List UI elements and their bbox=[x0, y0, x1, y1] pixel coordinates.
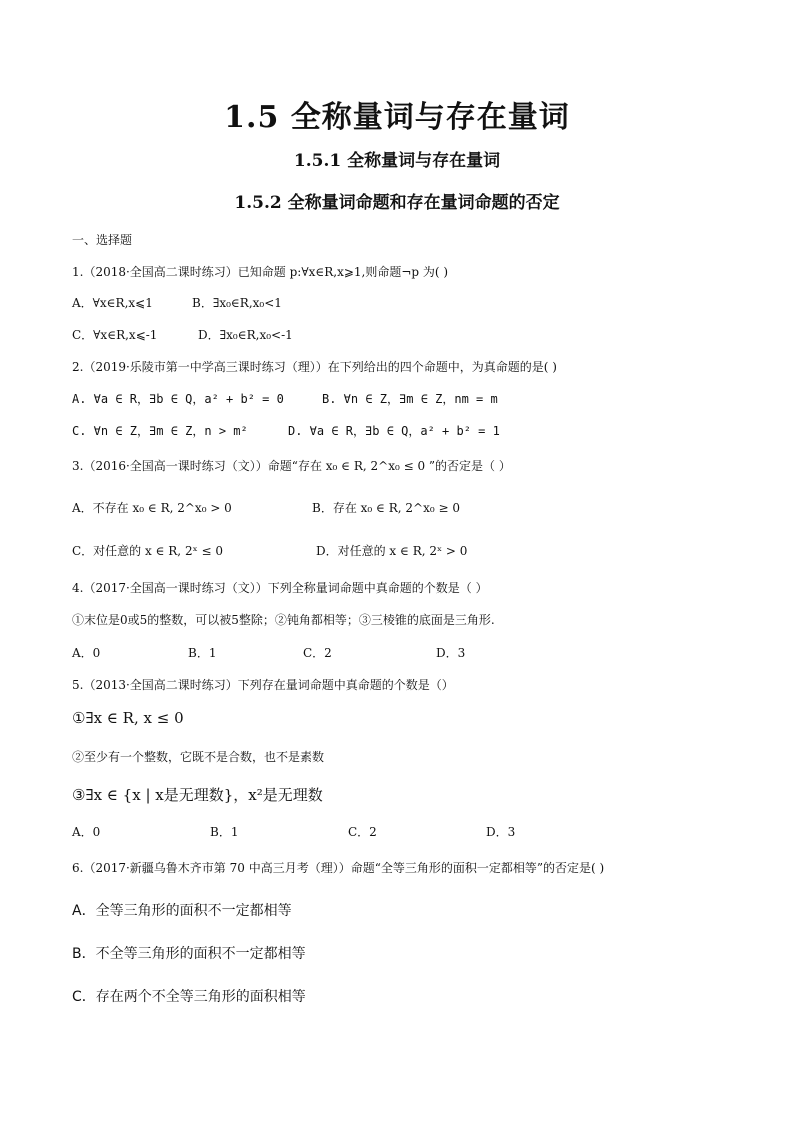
question-5-stem: 5.（2013·全国高二课时练习）下列存在量词命题中真命题的个数是（） bbox=[72, 678, 454, 692]
question-5-option-a: A．0 bbox=[72, 825, 101, 839]
question-6-option-b: B．不全等三角形的面积不一定都相等 bbox=[72, 946, 306, 962]
page-title: 1.5 全称量词与存在量词 bbox=[224, 100, 570, 135]
question-3-option-b: B．存在 x₀ ∈ R, 2^x₀ ≥ 0 bbox=[312, 501, 460, 515]
question-2-option-d: D. ∀a ∈ R，∃b ∈ Q，a² + b² = 1 bbox=[288, 424, 500, 438]
question-5-option-d: D．3 bbox=[486, 825, 516, 839]
question-4-option-c: C．2 bbox=[303, 646, 332, 660]
question-1-stem: 1.（2018·全国高二课时练习）已知命题 p:∀x∈R,x⩾1,则命题¬p 为( ) bbox=[72, 265, 449, 279]
question-1-option-c: C．∀x∈R,x⩽-1 bbox=[72, 328, 158, 342]
subtitle-2: 1.5.2 全称量词命题和存在量词命题的否定 bbox=[234, 193, 560, 213]
question-6-option-c: C．存在两个不全等三角形的面积相等 bbox=[72, 989, 306, 1005]
question-4-statements: ①末位是0或5的整数，可以被5整除；②钝角都相等；③三棱锥的底面是三角形. bbox=[72, 613, 495, 627]
question-2-option-a: A. ∀a ∈ R，∃b ∈ Q，a² + b² = 0 bbox=[72, 392, 284, 406]
question-2-option-c: C. ∀n ∈ Z，∃m ∈ Z，n > m² bbox=[72, 424, 248, 438]
question-5-statement-3: ③∃x ∈ {x | x是无理数}，x²是无理数 bbox=[72, 786, 323, 804]
question-1-option-b: B．∃x₀∈R,x₀<1 bbox=[192, 296, 282, 310]
question-5-statement-2: ②至少有一个整数，它既不是合数，也不是素数 bbox=[72, 750, 325, 764]
question-6-option-a: A．全等三角形的面积不一定都相等 bbox=[72, 903, 292, 919]
question-1-option-d: D．∃x₀∈R,x₀<-1 bbox=[198, 328, 293, 342]
question-2-option-b: B. ∀n ∈ Z，∃m ∈ Z，nm = m bbox=[322, 392, 498, 406]
question-3-option-c: C．对任意的 x ∈ R, 2ˣ ≤ 0 bbox=[72, 544, 223, 558]
question-2-stem: 2.（2019·乐陵市第一中学高三课时练习（理））在下列给出的四个命题中，为真命题的是( ) bbox=[72, 360, 557, 374]
section-heading: 一、选择题 bbox=[72, 233, 133, 247]
question-3-option-a: A．不存在 x₀ ∈ R, 2^x₀ > 0 bbox=[72, 501, 232, 515]
question-3-stem: 3.（2016·全国高一课时练习（文））命题“存在 x₀ ∈ R, 2^x₀ ≤ 0 ”的否定是（ ） bbox=[72, 459, 511, 473]
question-4-stem: 4.（2017·全国高一课时练习（文））下列全称量词命题中真命题的个数是（ ） bbox=[72, 581, 488, 595]
question-4-option-d: D．3 bbox=[436, 646, 466, 660]
question-3-option-d: D．对任意的 x ∈ R, 2ˣ > 0 bbox=[316, 544, 468, 558]
question-5-statement-1: ①∃x ∈ R, x ≤ 0 bbox=[72, 709, 184, 727]
question-1-option-a: A．∀x∈R,x⩽1 bbox=[72, 296, 153, 310]
subtitle-1: 1.5.1 全称量词与存在量词 bbox=[293, 151, 501, 171]
question-5-option-b: B．1 bbox=[210, 825, 239, 839]
question-4-option-a: A．0 bbox=[72, 646, 101, 660]
question-5-option-c: C．2 bbox=[348, 825, 377, 839]
question-4-option-b: B．1 bbox=[188, 646, 217, 660]
question-6-stem: 6.（2017·新疆乌鲁木齐市第 70 中高三月考（理））命题“全等三角形的面积一定都相等”的否定是( ) bbox=[72, 861, 605, 875]
